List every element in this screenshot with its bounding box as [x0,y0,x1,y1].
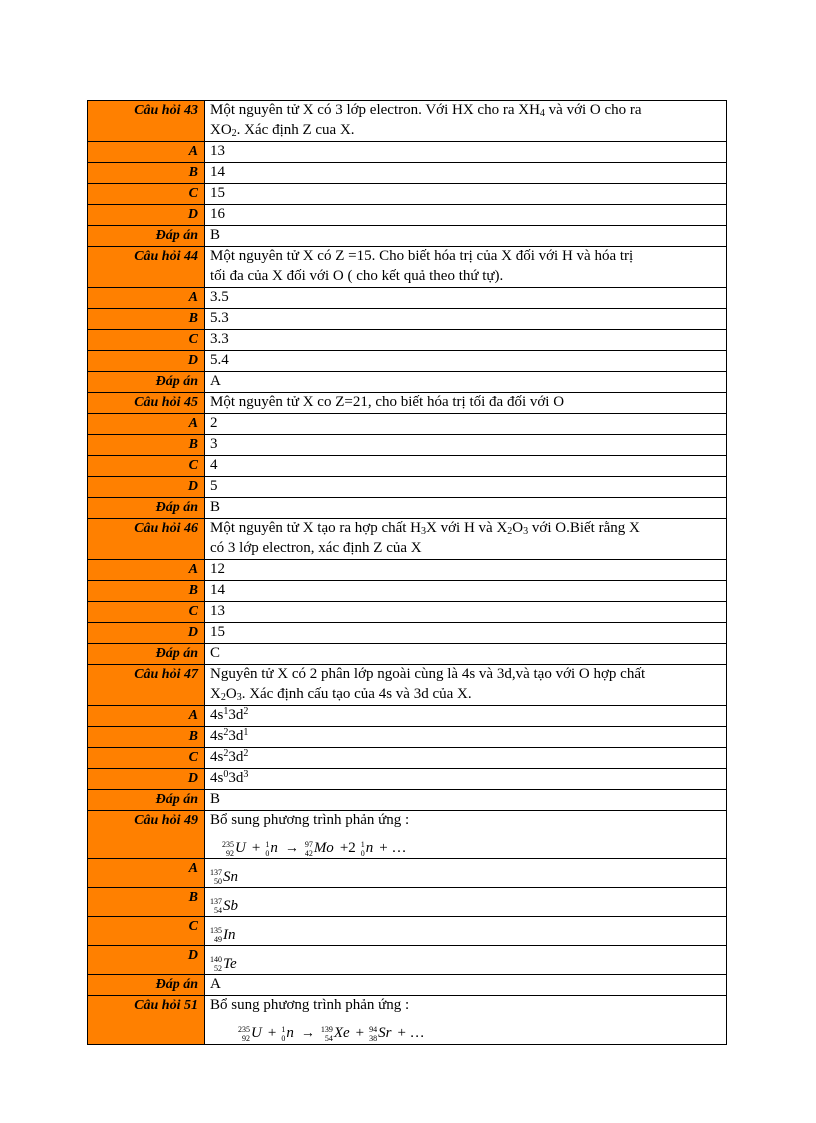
option-value: 14 [205,581,727,602]
question-prompt: Bổ sung phương trình phản ứng : [210,812,410,828]
plus-sign: + [355,1025,365,1041]
option-row [88,435,727,456]
option-row [88,706,727,727]
option-label: B [88,888,205,917]
question-row [88,101,727,142]
option-value: 137 54 Sb [205,888,727,917]
option-label: B [88,309,205,330]
option-row [88,602,727,623]
option-label: C [88,184,205,205]
answer-label: Đáp án [88,975,205,996]
option-row [88,205,727,226]
answer-label: Đáp án [88,372,205,393]
option-row [88,288,727,309]
option-value: 5.4 [205,351,727,372]
answer-value: B [205,498,727,519]
reaction-equation [210,831,726,859]
answer-label: Đáp án [88,790,205,811]
option-value: 137 50 Sn [205,859,727,888]
answer-label: Đáp án [88,644,205,665]
answer-label: Đáp án [88,226,205,247]
nuclide-neutron: 1 0 n [265,839,278,858]
option-row [88,917,727,946]
question-table [87,100,727,1045]
option-row [88,623,727,644]
question-text [205,996,727,1044]
option-value: $4s^13d^2$ [205,706,727,727]
option-row [88,330,727,351]
question-row [88,996,727,1044]
option-value: 3.5 [205,288,727,309]
option-label: D [88,769,205,790]
option-label: B [88,581,205,602]
reaction-arrow: → [300,1026,315,1041]
answer-label: Đáp án [88,498,205,519]
option-value: 5.3 [205,309,727,330]
option-label: D [88,351,205,372]
nuclide-neutron: 1 0 n [281,1024,294,1043]
question-row [88,247,727,288]
option-value: $4s^03d^3$ [205,769,727,790]
nuclide-neutron: 1 0 n [360,839,374,858]
plus-sign: + [251,839,261,856]
question-row [88,811,727,859]
question-label: Câu hỏi 47 [88,665,205,706]
option-value: 140 52 Te [205,946,727,975]
option-label: C [88,456,205,477]
option-row [88,581,727,602]
option-label: A [88,414,205,435]
option-row [88,946,727,975]
question-label: Câu hỏi 43 [88,101,205,142]
option-label: D [88,205,205,226]
answer-row [88,790,727,811]
equation-tail: + … [379,839,407,856]
answer-row [88,644,727,665]
option-value: 2 [205,414,727,435]
nuclide-molybdenum: 97 42 Mo [304,839,334,858]
option-value: 135 49 In [205,917,727,946]
answer-value: B [205,226,727,247]
option-label: D [88,946,205,975]
question-label: Câu hỏi 51 [88,996,205,1044]
option-row [88,414,727,435]
option-label: D [88,623,205,644]
answer-row [88,226,727,247]
nuclide-strontium: 94 38 Sr [369,1024,392,1043]
option-label: C [88,917,205,946]
option-value: 5 [205,477,727,498]
answer-value: A [205,372,727,393]
option-label: C [88,602,205,623]
option-label: D [88,477,205,498]
question-label: Câu hỏi 46 [88,519,205,560]
plus-sign: + [267,1025,277,1041]
option-row [88,477,727,498]
option-value: 3.3 [205,330,727,351]
option-row [88,560,727,581]
reaction-arrow: → [284,840,299,856]
answer-value: A [205,975,727,996]
nuclide-xenon: 139 54 Xe [320,1024,350,1043]
option-value: $4s^23d^2$ [205,748,727,769]
question-text: Một nguyên tử X co Z=21, cho biết hóa trị tối đa đối với O [205,393,727,414]
question-label: Câu hỏi 45 [88,393,205,414]
option-row [88,456,727,477]
option-label: C [88,330,205,351]
option-label: B [88,163,205,184]
option-value: 15 [205,623,727,644]
question-row [88,665,727,706]
option-value: 13 [205,602,727,623]
option-value: 3 [205,435,727,456]
answer-row [88,498,727,519]
equation-tail: + … [397,1025,425,1041]
option-value: 4 [205,456,727,477]
question-prompt: Bổ sung phương trình phản ứng : [210,997,410,1014]
option-value: 14 [205,163,727,184]
option-label: B [88,435,205,456]
option-label: A [88,859,205,888]
option-row [88,351,727,372]
option-row [88,163,727,184]
question-label: Câu hỏi 44 [88,247,205,288]
question-text: Nguyên tử X có 2 phân lớp ngoài cùng là 4s và 3d,và tạo với O hợp chất $X_2O_3$. Xác định cấu tạo của 4s và 3d của X. [205,665,727,706]
answer-value: B [205,790,727,811]
option-value: 15 [205,184,727,205]
nuclide-uranium: 235 92 U [222,839,246,858]
option-value: 12 [205,560,727,581]
answer-value: C [205,644,727,665]
question-label: Câu hỏi 49 [88,811,205,859]
option-row [88,727,727,748]
option-row [88,142,727,163]
nuclide-uranium: 235 92 U [238,1024,262,1043]
option-row [88,309,727,330]
option-label: A [88,288,205,309]
option-row [88,859,727,888]
answer-row [88,372,727,393]
option-value: 16 [205,205,727,226]
option-label: A [88,142,205,163]
option-label: A [88,560,205,581]
plus-coefficient: +2 [339,839,356,856]
option-value: 13 [205,142,727,163]
question-row [88,519,727,560]
question-text: Một nguyên tử X có 3 lớp electron. Với HX cho ra $XH_4$ và với O cho ra $XO_2$. Xác định Z cua X. [205,101,727,142]
option-value: $4s^23d^1$ [205,727,727,748]
option-row [88,748,727,769]
answer-row [88,975,727,996]
question-text: Một nguyên tử X tạo ra hợp chất $H_3X$ với H và $X_2O_3$ với O.Biết rằng X có 3 lớp electron, xác định Z của X [205,519,727,560]
question-row [88,393,727,414]
option-label: A [88,706,205,727]
option-label: C [88,748,205,769]
question-text: Một nguyên tử X có Z =15. Cho biết hóa trị của X đối với H và hóa trị tối đa của X đối với O ( cho kết quả theo thứ tự). [205,247,727,288]
option-row [88,184,727,205]
option-label: B [88,727,205,748]
question-text [205,811,727,859]
option-row [88,888,727,917]
option-row [88,769,727,790]
reaction-equation [210,1016,726,1044]
